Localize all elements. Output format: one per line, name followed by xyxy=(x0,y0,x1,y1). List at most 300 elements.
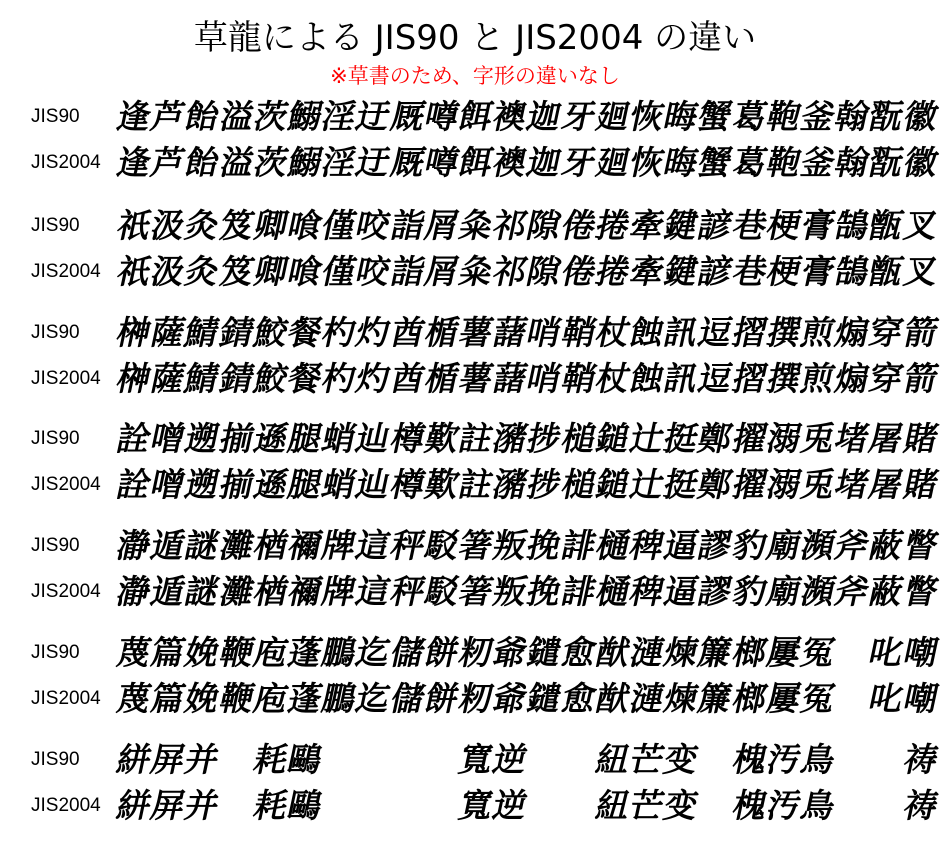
glyph-cell: 蔑 xyxy=(113,633,155,672)
glyph-cell: 冤 xyxy=(797,679,839,718)
glyph-cell: 瞥 xyxy=(900,526,942,565)
glyph-cell: 茨 xyxy=(250,97,292,136)
glyph-cell: 叛 xyxy=(489,572,531,611)
row-label: JIS2004 xyxy=(31,152,101,173)
glyph-cell: 槐 xyxy=(729,740,771,779)
glyph-cell: 煉 xyxy=(660,633,702,672)
glyph-cell: 牽 xyxy=(626,206,668,245)
glyph-cell: 杓 xyxy=(318,313,360,352)
glyph-cell: 煉 xyxy=(660,679,702,718)
glyph-cell: 恢 xyxy=(626,143,668,182)
glyph-row xyxy=(0,251,950,293)
glyph-strip xyxy=(113,312,942,354)
glyph-cell: 歎 xyxy=(421,419,463,458)
glyph-cell: 賭 xyxy=(900,465,942,504)
glyph-cell: 灸 xyxy=(181,252,224,291)
glyph-cell: 翰 xyxy=(831,143,873,182)
glyph-cell: 蝕 xyxy=(626,359,668,398)
glyph-cell: 捲 xyxy=(592,206,634,245)
glyph-strip xyxy=(113,678,942,720)
glyph-cell: 迦 xyxy=(523,97,566,136)
glyph-cell: 祷 xyxy=(900,786,942,825)
glyph-cell: 瀦 xyxy=(489,465,531,504)
glyph-cell: 葛 xyxy=(729,97,771,136)
glyph-cell: 薯 xyxy=(455,313,497,352)
glyph-cell: 瀞 xyxy=(113,526,155,565)
glyph-cell: 牙 xyxy=(558,97,600,136)
glyph-cell: 錆 xyxy=(216,313,258,352)
glyph-cell: 葛 xyxy=(729,143,771,182)
glyph-cell: 牌 xyxy=(318,572,360,611)
glyph-row xyxy=(0,678,950,720)
glyph-row xyxy=(0,96,950,138)
glyph-cell: 喰 xyxy=(284,252,326,291)
glyph-strip xyxy=(113,464,942,506)
glyph-strip xyxy=(113,632,942,674)
glyph-cell: 蔽 xyxy=(865,526,908,565)
glyph-cell: 廻 xyxy=(592,97,634,136)
glyph-cell: 鵬 xyxy=(318,679,360,718)
glyph-cell: 篇 xyxy=(147,633,189,672)
glyph-cell: 鞄 xyxy=(763,143,805,182)
glyph-strip xyxy=(113,205,942,247)
glyph-cell: 变 xyxy=(660,740,702,779)
glyph-cell: 訊 xyxy=(660,359,702,398)
glyph-cell: 逗 xyxy=(694,359,737,398)
glyph-cell: 秤 xyxy=(387,572,429,611)
glyph-cell: 愈 xyxy=(558,679,600,718)
glyph-cell: 槌 xyxy=(558,419,600,458)
glyph-cell: 祁 xyxy=(489,252,531,291)
glyph-row xyxy=(0,571,950,613)
glyph-cell: 鮫 xyxy=(250,359,292,398)
row-label: JIS90 xyxy=(31,535,80,556)
glyph-cell: 咬 xyxy=(352,252,395,291)
glyph-cell: 紐 xyxy=(592,786,634,825)
glyph-cell: 兎 xyxy=(797,419,839,458)
glyph-cell: 鍵 xyxy=(660,252,702,291)
glyph-cell: 飴 xyxy=(181,143,224,182)
glyph-cell: 鎚 xyxy=(592,465,634,504)
glyph-cell: 歎 xyxy=(421,465,463,504)
glyph-cell: 遜 xyxy=(250,419,292,458)
glyph-cell: 哨 xyxy=(523,359,566,398)
glyph-cell: 爺 xyxy=(489,633,531,672)
glyph-cell: 鞭 xyxy=(216,679,258,718)
glyph-cell: 餐 xyxy=(284,359,326,398)
glyph-cell: 蛸 xyxy=(318,419,360,458)
glyph-cell: 腿 xyxy=(284,465,326,504)
glyph-cell: 籾 xyxy=(455,679,497,718)
glyph-cell: 鷗 xyxy=(284,786,326,825)
glyph-cell: 淫 xyxy=(318,143,360,182)
glyph-cell: 汚 xyxy=(763,786,805,825)
glyph-cell: 巷 xyxy=(729,206,771,245)
page-title: 草龍による JIS90 と JIS2004 の違い xyxy=(193,18,757,58)
glyph-cell: 甑 xyxy=(865,206,908,245)
glyph-cell: 辻 xyxy=(626,465,668,504)
glyph-cell: 巷 xyxy=(729,252,771,291)
glyph-cell: 鍵 xyxy=(660,206,702,245)
glyph-cell: 箸 xyxy=(455,572,497,611)
glyph-cell: 蓬 xyxy=(284,679,326,718)
glyph-cell: 餌 xyxy=(455,143,497,182)
glyph-cell: 斧 xyxy=(831,526,873,565)
glyph-strip xyxy=(113,96,942,138)
glyph-cell: 瀕 xyxy=(797,526,839,565)
glyph-cell: 註 xyxy=(455,465,497,504)
glyph-cell: 辻 xyxy=(626,419,668,458)
glyph-cell: 秤 xyxy=(387,526,429,565)
glyph-cell: 晦 xyxy=(660,143,702,182)
glyph-row xyxy=(0,312,950,354)
glyph-cell: 篇 xyxy=(147,679,189,718)
glyph-cell: 遜 xyxy=(250,465,292,504)
glyph-cell: 捗 xyxy=(523,465,566,504)
glyph-cell: 逆 xyxy=(489,786,531,825)
glyph-cell: 鯖 xyxy=(181,313,224,352)
glyph-cell: 鷗 xyxy=(284,740,326,779)
glyph-strip xyxy=(113,525,942,567)
glyph-cell: 晦 xyxy=(660,97,702,136)
row-label: JIS2004 xyxy=(31,474,101,495)
glyph-cell: 樋 xyxy=(592,526,634,565)
glyph-cell: 錆 xyxy=(216,359,258,398)
glyph-cell: 稗 xyxy=(626,526,668,565)
glyph-cell: 并 xyxy=(181,740,224,779)
row-label: JIS90 xyxy=(31,322,80,343)
glyph-cell: 辿 xyxy=(352,419,395,458)
glyph-cell: 兎 xyxy=(797,465,839,504)
glyph-cell: 祷 xyxy=(900,740,942,779)
glyph-cell: 寬 xyxy=(455,740,497,779)
glyph-strip xyxy=(113,251,942,293)
glyph-cell: 茨 xyxy=(250,143,292,182)
glyph-cell: 瀞 xyxy=(113,572,155,611)
glyph-cell: 噌 xyxy=(147,419,189,458)
glyph-cell: 挺 xyxy=(660,419,702,458)
glyph-cell: 詣 xyxy=(387,252,429,291)
row-label: JIS90 xyxy=(31,642,80,663)
glyph-cell: 揃 xyxy=(216,419,258,458)
glyph-cell: 噂 xyxy=(421,143,463,182)
glyph-cell: 灸 xyxy=(181,206,224,245)
glyph-cell: 逆 xyxy=(489,740,531,779)
glyph-cell: 鄭 xyxy=(694,465,737,504)
glyph-cell: 籾 xyxy=(455,633,497,672)
glyph-cell: 餌 xyxy=(455,97,497,136)
glyph-cell: 訊 xyxy=(660,313,702,352)
glyph-cell: 噌 xyxy=(147,465,189,504)
glyph-cell: 梗 xyxy=(763,252,805,291)
glyph-cell: 梗 xyxy=(763,206,805,245)
row-label: JIS2004 xyxy=(31,688,101,709)
glyph-cell: 簾 xyxy=(694,633,737,672)
glyph-cell: 箸 xyxy=(455,526,497,565)
glyph-cell: 鵬 xyxy=(318,633,360,672)
glyph-cell: 酋 xyxy=(387,313,429,352)
glyph-cell: 榊 xyxy=(113,359,155,398)
glyph-cell: 耗 xyxy=(250,740,292,779)
glyph-cell: 庖 xyxy=(250,633,292,672)
glyph-cell: 釜 xyxy=(797,143,839,182)
glyph-cell: 絣 xyxy=(113,786,155,825)
glyph-cell: 蟹 xyxy=(694,143,737,182)
glyph-cell: 樽 xyxy=(387,419,429,458)
glyph-cell: 粂 xyxy=(455,252,497,291)
glyph-cell: 卿 xyxy=(250,206,292,245)
glyph-cell: 冤 xyxy=(797,633,839,672)
glyph-cell: 襖 xyxy=(489,143,531,182)
glyph-cell: 翰 xyxy=(831,97,873,136)
glyph-cell: 叉 xyxy=(900,252,942,291)
glyph-cell: 嘲 xyxy=(900,633,942,672)
glyph-cell: 煎 xyxy=(797,313,839,352)
glyph-cell: 迄 xyxy=(352,633,395,672)
glyph-cell: 溺 xyxy=(763,419,805,458)
glyph-cell: 杖 xyxy=(592,359,634,398)
glyph-cell: 捗 xyxy=(523,419,566,458)
glyph-cell: 僅 xyxy=(318,252,360,291)
glyph-cell: 叱 xyxy=(865,633,908,672)
glyph-cell: 腿 xyxy=(284,419,326,458)
glyph-cell: 娩 xyxy=(181,679,224,718)
glyph-cell: 恢 xyxy=(626,97,668,136)
glyph-cell: 藷 xyxy=(489,359,531,398)
glyph-cell: 這 xyxy=(352,572,395,611)
glyph-cell: 煽 xyxy=(831,313,873,352)
glyph-cell: 鄭 xyxy=(694,419,737,458)
glyph-cell: 禰 xyxy=(284,526,326,565)
glyph-cell: 牙 xyxy=(558,143,600,182)
glyph-cell: 撰 xyxy=(763,313,805,352)
glyph-cell: 徽 xyxy=(900,97,942,136)
glyph-cell: 芦 xyxy=(147,143,189,182)
glyph-cell: 灘 xyxy=(216,526,258,565)
glyph-cell: 娩 xyxy=(181,633,224,672)
glyph-cell: 辿 xyxy=(352,465,395,504)
glyph-cell: 楢 xyxy=(250,572,292,611)
glyph-cell: 杖 xyxy=(592,313,634,352)
glyph-cell: 愈 xyxy=(558,633,600,672)
glyph-cell: 汲 xyxy=(147,206,189,245)
glyph-cell: 爺 xyxy=(489,679,531,718)
glyph-cell: 漣 xyxy=(626,633,668,672)
row-label: JIS2004 xyxy=(31,795,101,816)
subtitle-note: ※草書のため、字形の違いなし xyxy=(330,64,620,88)
glyph-cell: 樽 xyxy=(387,465,429,504)
glyph-cell: 瞥 xyxy=(900,572,942,611)
glyph-cell: 註 xyxy=(455,419,497,458)
glyph-cell: 楯 xyxy=(421,359,463,398)
glyph-cell: 屢 xyxy=(763,679,805,718)
glyph-cell: 榔 xyxy=(729,633,771,672)
glyph-cell: 屑 xyxy=(421,206,463,245)
glyph-strip xyxy=(113,785,942,827)
glyph-cell: 榔 xyxy=(729,679,771,718)
glyph-cell: 蛸 xyxy=(318,465,360,504)
glyph-cell: 鳥 xyxy=(797,786,839,825)
glyph-cell: 溢 xyxy=(216,97,258,136)
glyph-cell: 甑 xyxy=(865,252,908,291)
glyph-cell: 餐 xyxy=(284,313,326,352)
glyph-cell: 摺 xyxy=(729,313,771,352)
glyph-cell: 遡 xyxy=(181,465,224,504)
glyph-cell: 鞘 xyxy=(558,313,600,352)
glyph-cell: 倦 xyxy=(558,252,600,291)
glyph-cell: 穿 xyxy=(865,359,908,398)
glyph-strip xyxy=(113,418,942,460)
glyph-cell: 這 xyxy=(352,526,395,565)
glyph-cell: 灘 xyxy=(216,572,258,611)
glyph-cell: 叛 xyxy=(489,526,531,565)
glyph-cell: 蔽 xyxy=(865,572,908,611)
glyph-cell: 煎 xyxy=(797,359,839,398)
glyph-cell: 擢 xyxy=(729,465,771,504)
glyph-cell: 祁 xyxy=(489,206,531,245)
glyph-cell: 鞘 xyxy=(558,359,600,398)
glyph-cell: 儲 xyxy=(387,679,429,718)
glyph-cell: 誹 xyxy=(558,526,600,565)
glyph-cell: 并 xyxy=(181,786,224,825)
glyph-cell: 遁 xyxy=(147,572,189,611)
glyph-cell: 謬 xyxy=(694,572,737,611)
glyph-cell: 鎚 xyxy=(592,419,634,458)
glyph-cell: 逢 xyxy=(113,97,155,136)
glyph-cell: 鰯 xyxy=(284,143,326,182)
glyph-cell: 飴 xyxy=(181,97,224,136)
glyph-cell: 楢 xyxy=(250,526,292,565)
glyph-cell: 叱 xyxy=(865,679,908,718)
glyph-cell: 灼 xyxy=(352,313,395,352)
glyph-cell: 餅 xyxy=(421,633,463,672)
glyph-cell: 廟 xyxy=(763,572,805,611)
glyph-cell: 芒 xyxy=(626,786,668,825)
glyph-cell: 捲 xyxy=(592,252,634,291)
glyph-cell: 逼 xyxy=(660,572,702,611)
glyph-cell: 屑 xyxy=(421,252,463,291)
glyph-row xyxy=(0,205,950,247)
glyph-cell: 箭 xyxy=(900,313,942,352)
glyph-strip xyxy=(113,571,942,613)
glyph-cell: 駁 xyxy=(421,572,463,611)
glyph-cell: 詮 xyxy=(113,419,155,458)
glyph-cell: 斧 xyxy=(831,572,873,611)
glyph-row xyxy=(0,142,950,184)
glyph-cell: 变 xyxy=(660,786,702,825)
glyph-cell: 遁 xyxy=(147,526,189,565)
row-label: JIS90 xyxy=(31,749,80,770)
glyph-cell: 蟹 xyxy=(694,97,737,136)
glyph-cell: 僅 xyxy=(318,206,360,245)
glyph-cell: 咬 xyxy=(352,206,395,245)
glyph-cell: 堵 xyxy=(831,419,873,458)
glyph-cell: 樋 xyxy=(592,572,634,611)
glyph-cell: 淫 xyxy=(318,97,360,136)
glyph-cell: 儲 xyxy=(387,633,429,672)
glyph-cell: 溢 xyxy=(216,143,258,182)
glyph-cell: 屠 xyxy=(865,419,908,458)
glyph-cell: 屏 xyxy=(147,786,189,825)
glyph-cell: 芦 xyxy=(147,97,189,136)
glyph-cell: 厩 xyxy=(387,97,429,136)
glyph-cell: 謎 xyxy=(181,526,224,565)
glyph-cell: 撰 xyxy=(763,359,805,398)
glyph-cell: 鰯 xyxy=(284,97,326,136)
glyph-cell: 膏 xyxy=(797,252,839,291)
glyph-cell: 稗 xyxy=(626,572,668,611)
glyph-cell: 哨 xyxy=(523,313,566,352)
glyph-cell: 徽 xyxy=(900,143,942,182)
row-label: JIS2004 xyxy=(31,261,101,282)
glyph-cell: 廻 xyxy=(592,143,634,182)
glyph-cell: 鮫 xyxy=(250,313,292,352)
glyph-cell: 迦 xyxy=(523,143,566,182)
glyph-cell: 杓 xyxy=(318,359,360,398)
glyph-cell: 禰 xyxy=(284,572,326,611)
glyph-cell: 牽 xyxy=(626,252,668,291)
glyph-cell: 迂 xyxy=(352,97,395,136)
glyph-cell: 駁 xyxy=(421,526,463,565)
glyph-cell: 誹 xyxy=(558,572,600,611)
glyph-cell: 薩 xyxy=(147,359,189,398)
glyph-cell: 詮 xyxy=(113,465,155,504)
row-label: JIS90 xyxy=(31,428,80,449)
row-label: JIS90 xyxy=(31,215,80,236)
glyph-cell: 鞭 xyxy=(216,633,258,672)
glyph-cell: 牌 xyxy=(318,526,360,565)
glyph-cell: 鑓 xyxy=(523,679,566,718)
glyph-cell: 詣 xyxy=(387,206,429,245)
glyph-cell: 煽 xyxy=(831,359,873,398)
glyph-cell: 紐 xyxy=(592,740,634,779)
glyph-cell: 汚 xyxy=(763,740,805,779)
glyph-cell: 鵠 xyxy=(831,206,873,245)
glyph-cell: 屢 xyxy=(763,633,805,672)
glyph-cell: 喰 xyxy=(284,206,326,245)
glyph-cell: 祇 xyxy=(113,252,155,291)
glyph-cell: 漣 xyxy=(626,679,668,718)
glyph-cell: 芒 xyxy=(626,740,668,779)
glyph-cell: 瀕 xyxy=(797,572,839,611)
glyph-row xyxy=(0,525,950,567)
glyph-cell: 挺 xyxy=(660,465,702,504)
glyph-cell: 鵠 xyxy=(831,252,873,291)
glyph-cell: 翫 xyxy=(865,143,908,182)
glyph-cell: 迄 xyxy=(352,679,395,718)
row-label: JIS2004 xyxy=(31,581,101,602)
glyph-cell: 挽 xyxy=(523,572,566,611)
glyph-cell: 迂 xyxy=(352,143,395,182)
glyph-cell: 蔑 xyxy=(113,679,155,718)
glyph-cell: 猷 xyxy=(592,679,634,718)
glyph-cell: 鳥 xyxy=(797,740,839,779)
glyph-row xyxy=(0,785,950,827)
glyph-cell: 膏 xyxy=(797,206,839,245)
glyph-cell: 鞄 xyxy=(763,97,805,136)
glyph-row xyxy=(0,739,950,781)
glyph-cell: 隙 xyxy=(523,206,566,245)
glyph-cell: 粂 xyxy=(455,206,497,245)
glyph-cell: 翫 xyxy=(865,97,908,136)
glyph-cell: 豹 xyxy=(729,526,771,565)
glyph-cell: 薩 xyxy=(147,313,189,352)
glyph-cell: 諺 xyxy=(694,206,737,245)
glyph-cell: 蓬 xyxy=(284,633,326,672)
glyph-cell: 庖 xyxy=(250,679,292,718)
glyph-cell: 箭 xyxy=(900,359,942,398)
glyph-cell: 薯 xyxy=(455,359,497,398)
